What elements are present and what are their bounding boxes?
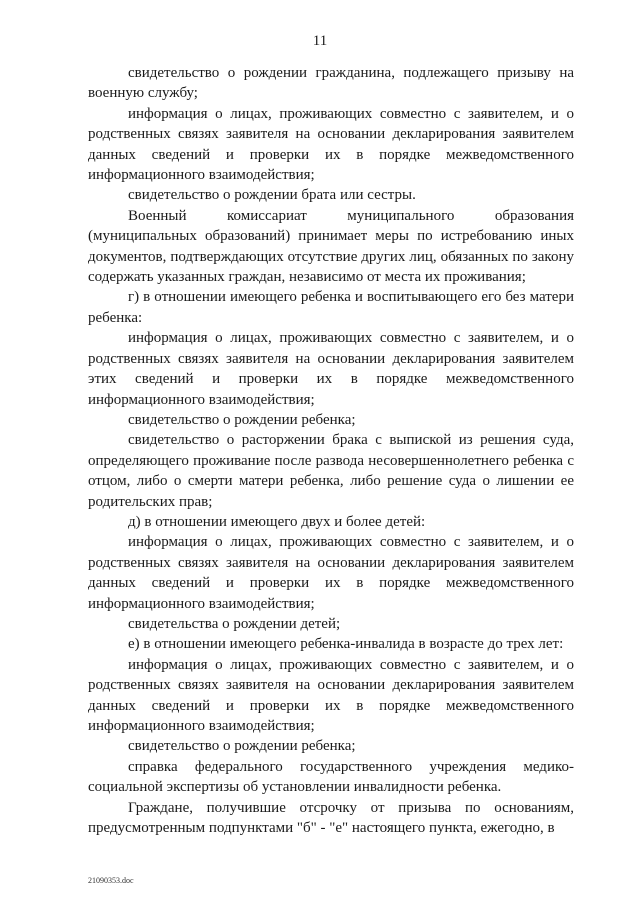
paragraph: свидетельства о рождении детей; [128,615,341,632]
paragraph: е) в отношении имеющего ребенка-инвалида в возрасте до трех лет: [128,636,564,653]
paragraph: д) в отношении имеющего двух и более детей: [128,513,426,530]
footer-filename: 21090353.doc [88,876,134,885]
paragraph: информация о лицах, проживающих совместно с заявителем, и о родственных связях заявителя на основании декларирования заявителем данных сведений и проверки их в порядке межведомственного информационного взаимодействия; [88,656,574,734]
paragraph: информация о лицах, проживающих совместно с заявителем, и о родственных связях заявителя на основании декларирования заявителем этих сведений и проверки их в порядке межведомственного информационного взаимодействия; [88,330,574,408]
paragraph: свидетельство о рождении ребенка; [128,411,356,428]
paragraph: г) в отношении имеющего ребенка и воспитывающего его без матери ребенка: [88,289,574,326]
document-body [88,63,574,838]
paragraph: свидетельство о рождении гражданина, подлежащего призыву на военную службу; [88,65,574,102]
paragraph: свидетельство о расторжении брака с выпиской из решения суда, определяющего проживание после развода несовершеннолетнего ребенка с отцом, либо о смерти матери ребенка, либо решение суда о лишении ее родительских прав; [88,432,574,510]
paragraph: информация о лицах, проживающих совместно с заявителем, и о родственных связях заявителя на основании декларирования заявителем данных сведений и проверки их в порядке межведомственного информационного взаимодействия; [88,105,574,184]
paragraph: свидетельство о рождении ребенка; [128,738,356,755]
paragraph: Граждане, получившие отсрочку от призыва по основаниям, предусмотренным подпунктами "б" - "е" настоящего пункта, ежегодно, в [88,799,574,837]
paragraph: информация о лицах, проживающих совместно с заявителем, и о родственных связях заявителя на основании декларирования заявителем данных сведений и проверки их в порядке межведомственного информационного взаимодействия; [88,534,574,612]
paragraph: справка федерального государственного учреждения медико-социальной экспертизы об установлении инвалидности ребенка. [88,758,574,796]
page-number: 11 [312,33,328,49]
paragraph: свидетельство о рождении брата или сестры. [128,187,416,204]
paragraph: Военный комиссариат муниципального образования (муниципальных образований) принимает меры по истребованию иных документов, подтверждающих отсутствие других лиц, обязанных по закону содержать указанных граждан, независимо от места их проживания; [88,207,574,286]
